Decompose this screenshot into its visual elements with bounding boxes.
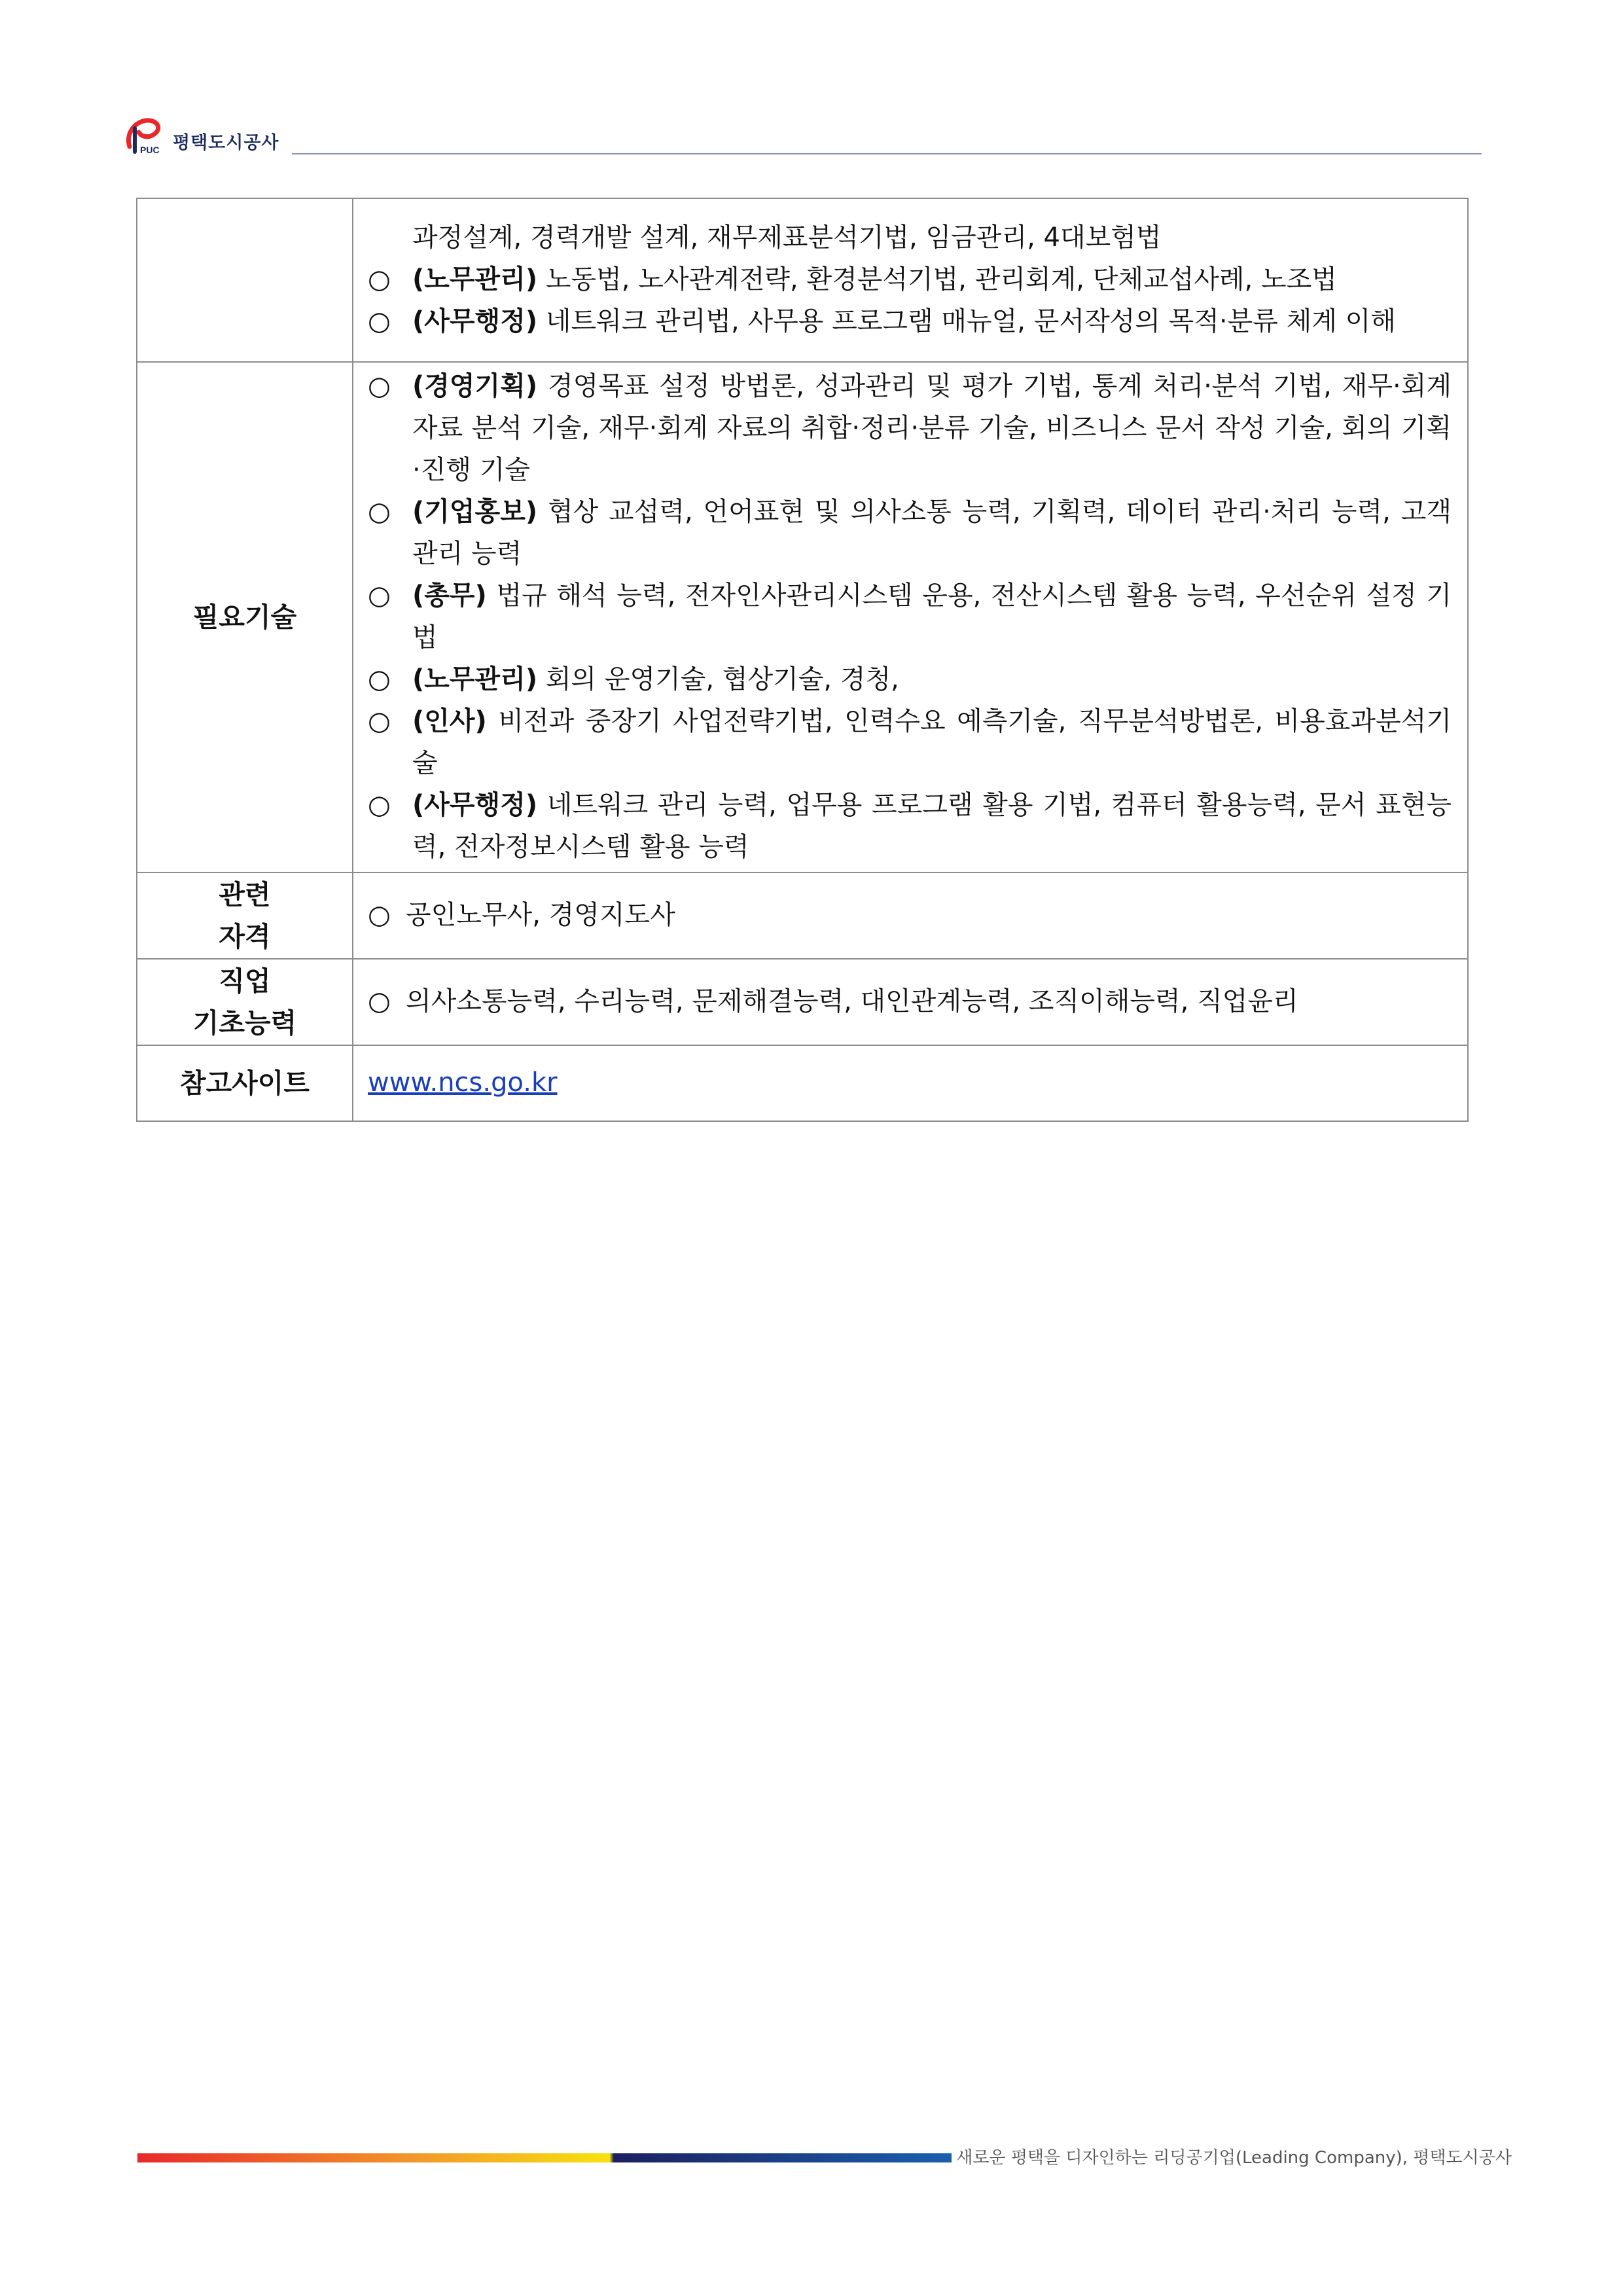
list-item	[368, 700, 1452, 784]
row-content	[353, 872, 1468, 959]
list-item	[368, 259, 1452, 300]
list-item	[368, 980, 1452, 1022]
list-item	[368, 300, 1452, 342]
item-text: 네트워크 관리 능력, 업무용 프로그램 활용 기법, 컴퓨터 활용능력, 문서 표현능력, 전자정보시스템 활용 능력	[412, 790, 1452, 862]
row-label: 참고사이트	[137, 1045, 353, 1121]
row-content	[353, 1045, 1468, 1121]
circle-bullet-icon: ○	[368, 581, 391, 611]
item-text: 경영목표 설정 방법론, 성과관리 및 평가 기법, 통계 처리·분석 기법, 재무·회계 자료 분석 기술, 재무·회계 자료의 취합·정리·분류 기술, 비즈니스 문서 작성 기술, 회의 기획·진행 기술	[412, 371, 1452, 485]
org-name: 평택도시공사	[173, 133, 279, 153]
item-text: 의사소통능력, 수리능력, 문제해결능력, 대인관계능력, 조직이해능력, 직업윤리	[406, 986, 1298, 1016]
footer-slogan: 새로운 평택을 디자인하는 리딩공기업(Leading Company), 평택도시공사	[956, 2148, 1512, 2168]
circle-bullet-icon: ○	[368, 497, 391, 527]
circle-bullet-icon: ○	[368, 306, 391, 336]
item-text: 네트워크 관리법, 사무용 프로그램 매뉴얼, 문서작성의 목적·분류 체계 이해	[545, 306, 1396, 336]
label-line: 기초능력	[192, 1007, 297, 1039]
category-label: (노무관리)	[412, 264, 538, 295]
category-label: (총무)	[412, 581, 487, 611]
item-text: 협상 교섭력, 언어표현 및 의사소통 능력, 기획력, 데이터 관리·처리 능력, 고객관리 능력	[412, 497, 1452, 569]
row-label: 필요기술	[137, 362, 353, 872]
table-row	[137, 198, 1468, 362]
table-row	[137, 362, 1468, 872]
category-label: (인사)	[412, 706, 487, 736]
list-item	[368, 894, 1452, 936]
page-header	[120, 115, 1482, 157]
continuation-text: 과정설계, 경력개발 설계, 재무제표분석기법, 임금관리, 4대보험법	[412, 223, 1162, 253]
row-label	[137, 959, 353, 1045]
circle-bullet-icon: ○	[368, 706, 391, 736]
label-line: 직업	[219, 965, 271, 997]
label-line: 관련	[219, 879, 271, 910]
list-item	[368, 575, 1452, 658]
table-row	[137, 872, 1468, 959]
list-item	[368, 784, 1452, 868]
table-row	[137, 959, 1468, 1045]
company-logo	[120, 115, 170, 157]
item-text: 회의 운영기술, 협상기술, 경청,	[545, 664, 899, 694]
table-row	[137, 1045, 1468, 1121]
row-label	[137, 872, 353, 959]
footer-color-bar	[137, 2153, 952, 2162]
header-divider	[292, 153, 1482, 154]
category-label: (노무관리)	[412, 664, 538, 694]
item-text: 노동법, 노사관계전략, 환경분석기법, 관리회계, 단체교섭사례, 노조법	[545, 264, 1337, 295]
job-spec-table	[136, 198, 1469, 1122]
circle-bullet-icon: ○	[368, 986, 391, 1016]
circle-bullet-icon: ○	[368, 790, 391, 820]
category-label: (경영기획)	[412, 371, 538, 401]
item-text: 법규 해석 능력, 전자인사관리시스템 운용, 전산시스템 활용 능력, 우선순위 설정 기법	[412, 581, 1452, 653]
circle-bullet-icon: ○	[368, 664, 391, 694]
category-label: (사무행정)	[412, 306, 538, 336]
item-text: 비전과 중장기 사업전략기법, 인력수요 예측기술, 직무분석방법론, 비용효과분석기술	[412, 706, 1452, 778]
circle-bullet-icon: ○	[368, 371, 391, 401]
category-label: (기업홍보)	[412, 497, 538, 527]
reference-site-link[interactable]: www.ncs.go.kr	[368, 1067, 558, 1098]
list-item	[368, 658, 1452, 700]
list-item	[368, 365, 1452, 491]
row-label	[137, 198, 353, 362]
circle-bullet-icon: ○	[368, 264, 391, 295]
item-text: 공인노무사, 경영지도사	[406, 900, 675, 930]
category-label: (사무행정)	[412, 790, 538, 820]
row-content	[353, 959, 1468, 1045]
row-content	[353, 362, 1468, 872]
svg-text:PUC: PUC	[140, 145, 160, 155]
list-item	[368, 491, 1452, 575]
row-content	[353, 198, 1468, 362]
label-line: 자격	[219, 921, 271, 952]
puc-logo-icon	[120, 115, 170, 157]
circle-bullet-icon: ○	[368, 900, 391, 930]
